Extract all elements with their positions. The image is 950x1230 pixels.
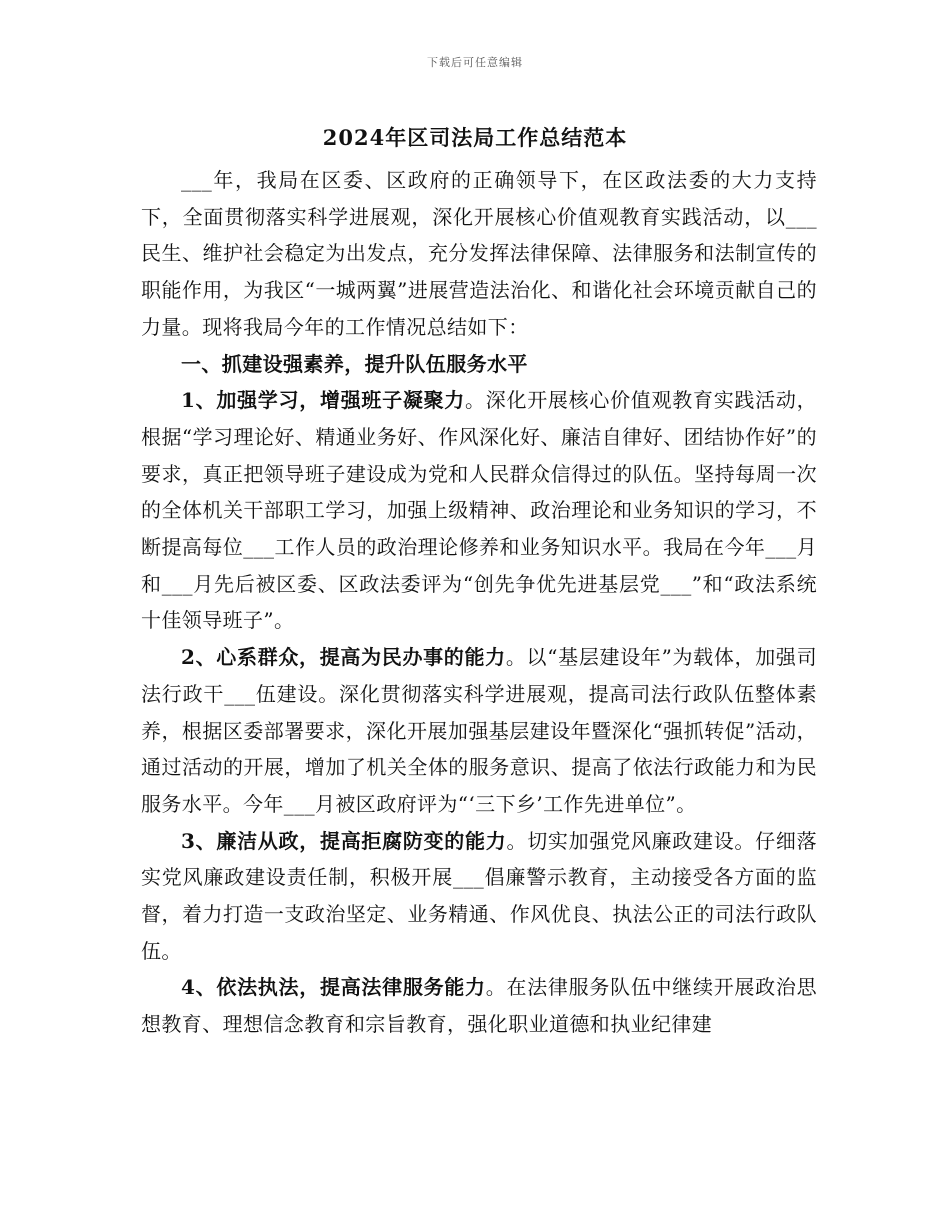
item-paragraph-4 [141,969,817,1042]
item-paragraph-2 [141,639,817,823]
intro-paragraph: ___年，我局在区委、区政府的正确领导下，在区政法委的大力支持下，全面贯彻落实科学进展观，深化开展核心价值观教育实践活动，以___民生、维护社会稳定为出发点，充分发挥法律保障、法律服务和法制宣传的职能作用，为我区“一城两翼”进展营造法治化、和谐化社会环境贡献自己的力量。现将我局今年的工作情况总结如下： [141,168,817,339]
document-body [141,162,817,1043]
item-lead: 3、廉洁从政，提高拒腐防变的能力 [181,828,507,853]
item-lead: 1、加强学习，增强班子凝聚力 [181,388,466,413]
section-heading: 一、抓建设强素养，提升队伍服务水平 [181,351,528,376]
document-title: 2024年区司法局工作总结范本 [322,125,628,150]
item-paragraph-1 [141,382,817,639]
item-paragraph-3 [141,823,817,970]
item-body: 。深化开展核心价值观教育实践活动，根据“学习理论好、精通业务好、作风深化好、廉洁自律好、团结协作好”的要求，真正把领导班子建设成为党和人民群众信得过的队伍。坚持每周一次的全体机关干部职工学习，加强上级精神、政治理论和业务知识的学习，不断提高每位___工作人员的政治理论修养和业务知识水平。我局在今年___月和___月先后被区委、区政法委评为“创先争优先进基层党___”和“政法系统十佳领导班子”。 [141,388,817,633]
item-body: 。在法律服务队伍中继续开展政治思想教育、理想信念教育和宗旨教育，强化职业道德和执业纪律建 [141,975,818,1037]
page-header: 下载后可任意编辑 [427,56,523,69]
item-body: 。切实加强党风廉政建设。仔细落实党风廉政建设责任制，积极开展___倡廉警示教育，主动接受各方面的监督，着力打造一支政治坚定、业务精通、作风优良、执法公正的司法行政队伍。 [141,828,817,963]
item-lead: 4、依法执法，提高法律服务能力 [181,975,486,1000]
item-body: 。以“基层建设年”为载体，加强司法行政干___伍建设。深化贯彻落实科学进展观，提高司法行政队伍整体素养，根据区委部署要求，深化开展加强基层建设年暨深化“强抓转促”活动，通过活动的开展，增加了机关全体的服务意识、提高了依法行政能力和为民服务水平。今年___月被区政府评为“‘三下乡’工作先进单位”。 [141,645,817,816]
item-lead: 2、心系群众，提高为民办事的能力 [181,645,506,670]
